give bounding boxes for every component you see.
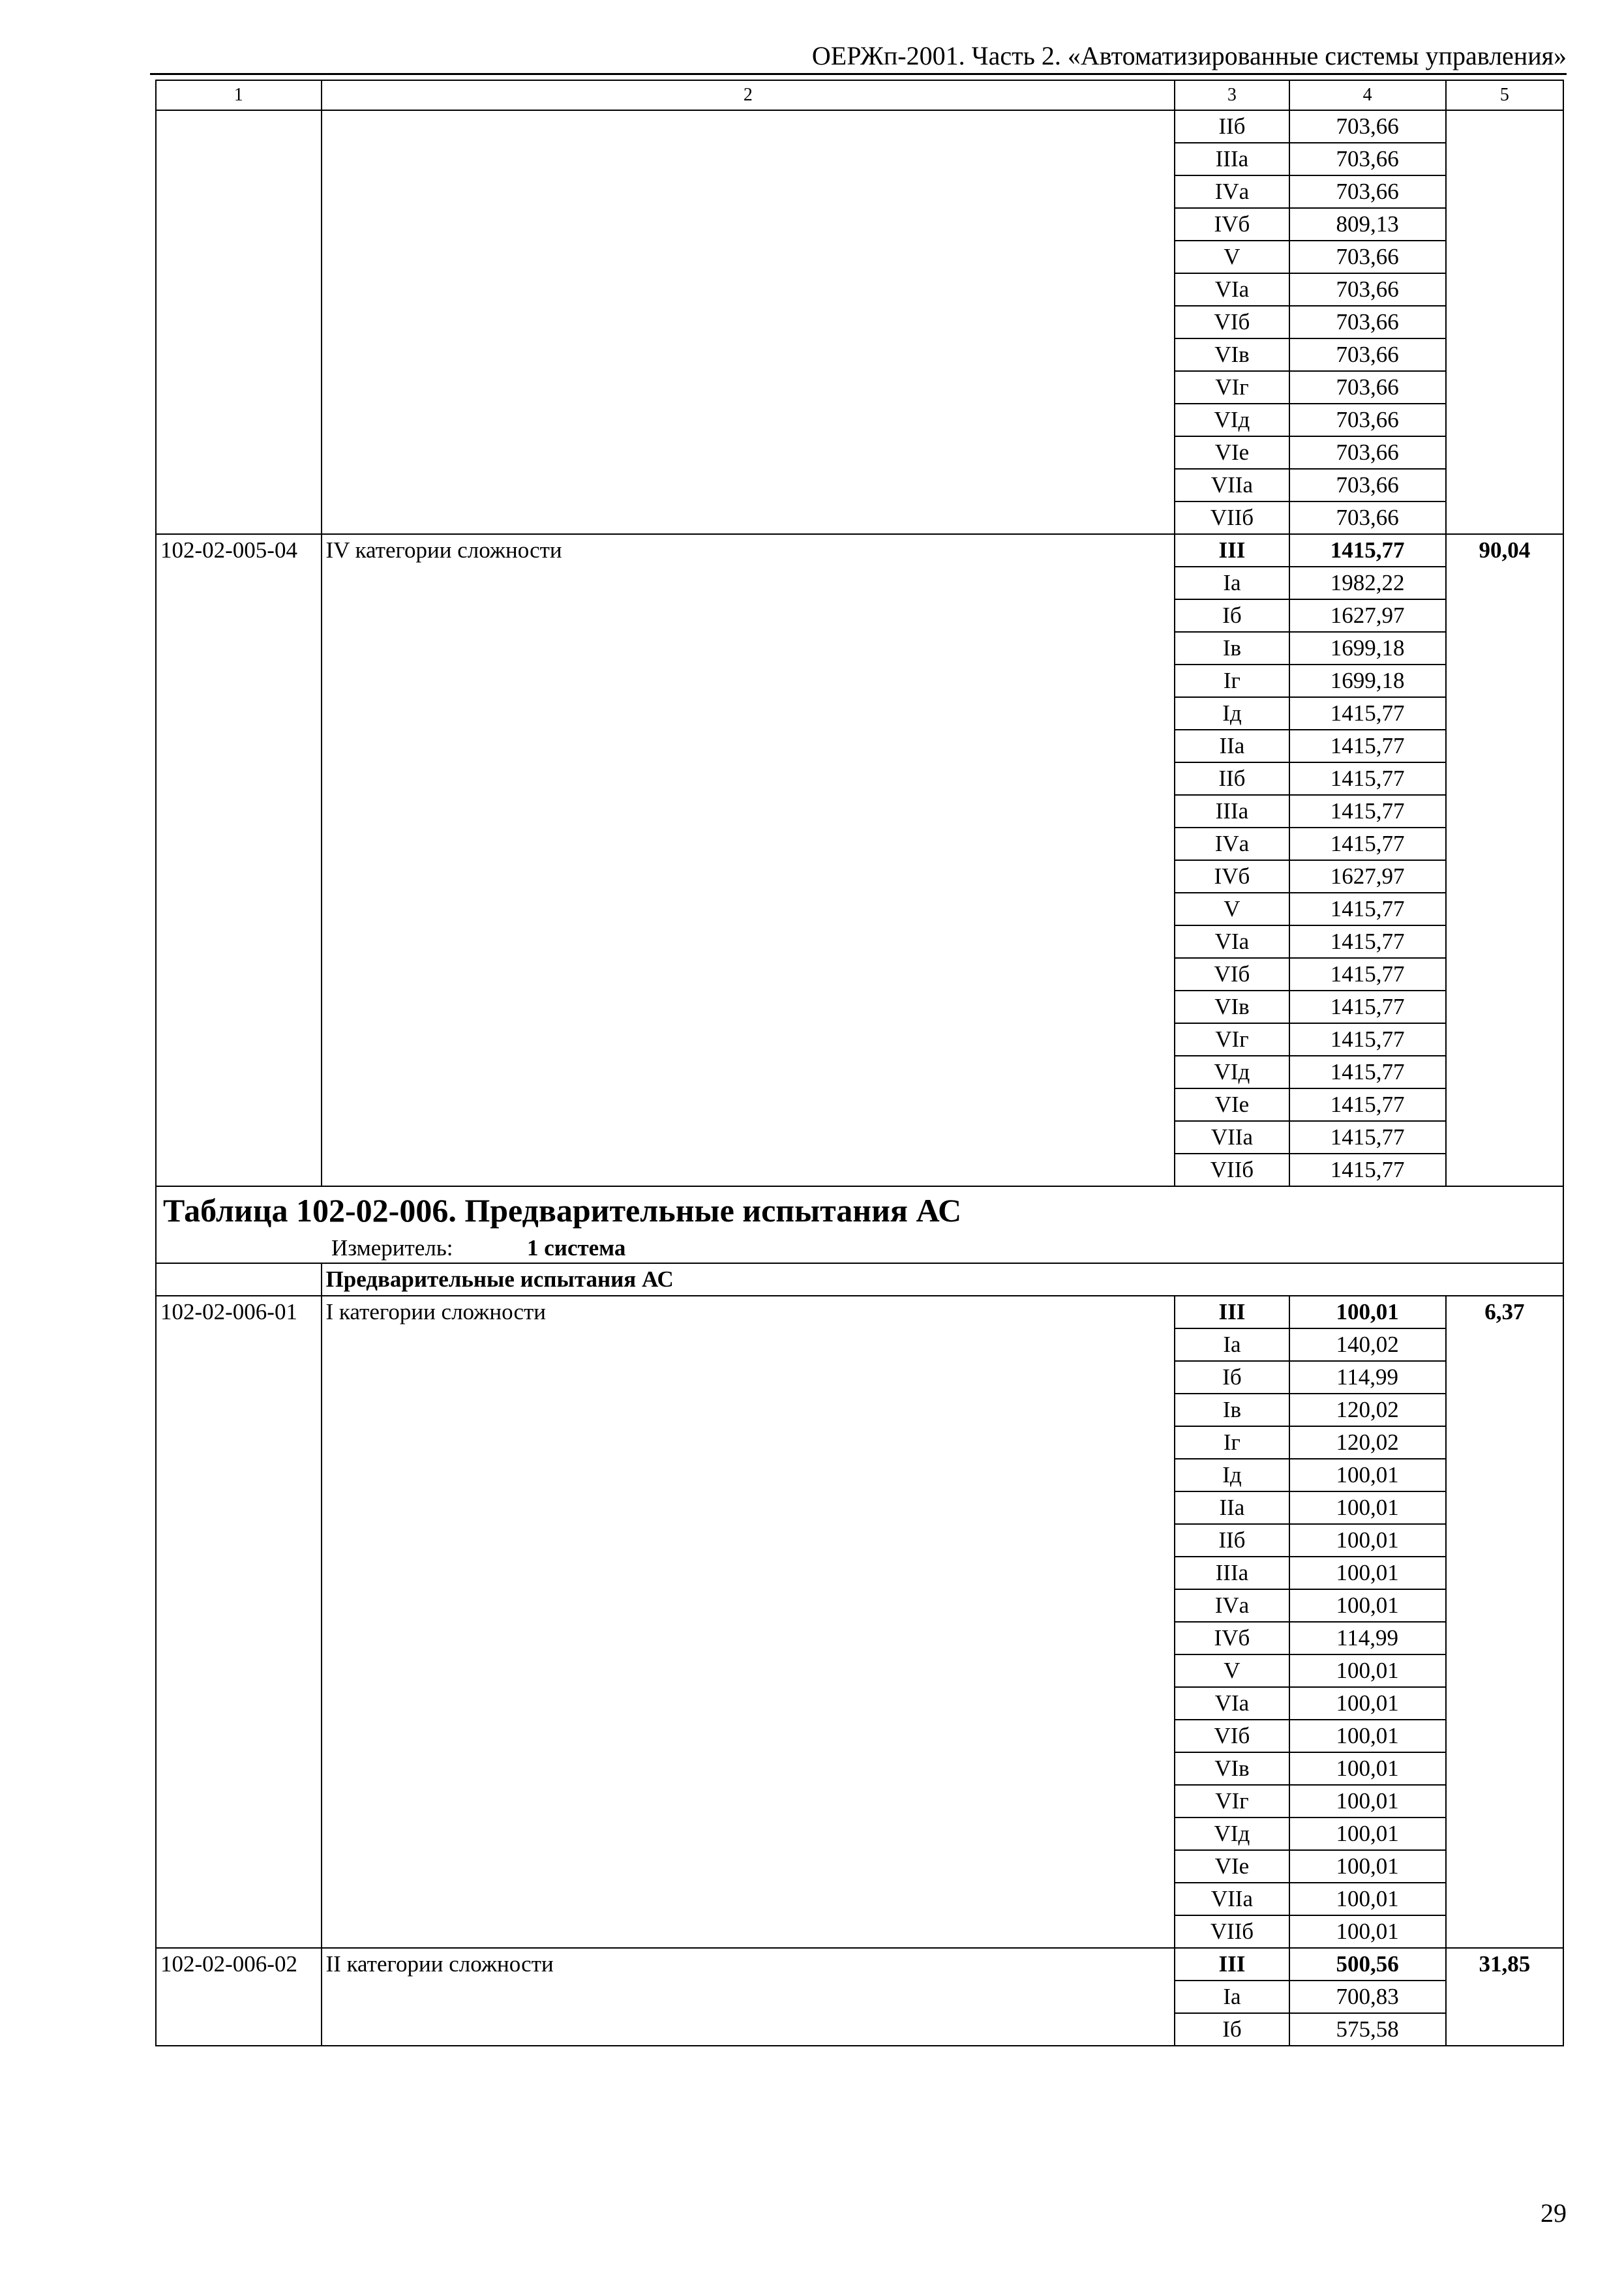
price-cell: 703,66 — [1289, 469, 1446, 501]
zone-cell: IIб — [1175, 110, 1289, 143]
zone-cell: V — [1175, 241, 1289, 273]
price-cell: 140,02 — [1289, 1328, 1446, 1361]
zone-cell: Iа — [1175, 1981, 1289, 2013]
price-cell: 703,66 — [1289, 436, 1446, 469]
table-row — [156, 1296, 1563, 1328]
zone-cell: VIIб — [1175, 501, 1289, 534]
price-cell: 575,58 — [1289, 2013, 1446, 2046]
zone-cell: III — [1175, 1948, 1289, 1981]
price-cell: 100,01 — [1289, 1589, 1446, 1622]
zone-cell: Iг — [1175, 1426, 1289, 1459]
price-table — [155, 80, 1564, 2046]
page-number: 29 — [1541, 2198, 1567, 2228]
price-cell: 100,01 — [1289, 1491, 1446, 1524]
price-cell: 703,66 — [1289, 404, 1446, 436]
zone-cell: V — [1175, 1654, 1289, 1687]
price-cell: 1415,77 — [1289, 795, 1446, 828]
zone-cell: VIIб — [1175, 1915, 1289, 1948]
zone-cell: Iа — [1175, 1328, 1289, 1361]
zone-cell: IVа — [1175, 828, 1289, 860]
price-cell: 100,01 — [1289, 1785, 1446, 1818]
price-cell: 1699,18 — [1289, 632, 1446, 665]
subheader-row — [156, 1263, 1563, 1296]
price-cell: 100,01 — [1289, 1818, 1446, 1850]
zone-cell: Iд — [1175, 1459, 1289, 1491]
zone-cell: IVб — [1175, 860, 1289, 893]
price-cell: 700,83 — [1289, 1981, 1446, 2013]
zone-cell: IIб — [1175, 762, 1289, 795]
price-cell: 100,01 — [1289, 1752, 1446, 1785]
zone-cell: VIа — [1175, 925, 1289, 958]
price-cell: 120,02 — [1289, 1394, 1446, 1426]
zone-cell: Iб — [1175, 599, 1289, 632]
zone-cell: IVб — [1175, 1622, 1289, 1654]
zone-cell: IVб — [1175, 208, 1289, 241]
price-cell: 1415,77 — [1289, 893, 1446, 925]
price-cell: 1415,77 — [1289, 1154, 1446, 1186]
zone-cell: VIе — [1175, 1088, 1289, 1121]
rates-table — [155, 80, 1564, 2046]
name-cell: I категории сложности — [322, 1296, 1175, 1948]
price-cell: 809,13 — [1289, 208, 1446, 241]
labor-cell: 90,04 — [1446, 534, 1563, 1186]
price-cell: 114,99 — [1289, 1361, 1446, 1394]
zone-cell: Iб — [1175, 1361, 1289, 1394]
price-cell: 100,01 — [1289, 1720, 1446, 1752]
price-cell: 120,02 — [1289, 1426, 1446, 1459]
zone-cell: V — [1175, 893, 1289, 925]
table-row — [156, 534, 1563, 567]
zone-cell: VIв — [1175, 1752, 1289, 1785]
price-cell: 100,01 — [1289, 1524, 1446, 1557]
section-title: Таблица 102-02-006. Предварительные испытания АС — [163, 1192, 962, 1229]
zone-cell: IIа — [1175, 730, 1289, 762]
price-cell: 1627,97 — [1289, 599, 1446, 632]
zone-cell: Iв — [1175, 1394, 1289, 1426]
zone-cell: Iа — [1175, 567, 1289, 599]
zone-cell: VIIа — [1175, 1121, 1289, 1154]
subheader-empty-cell — [156, 1263, 322, 1296]
zone-cell: IVа — [1175, 175, 1289, 208]
column-number-5: 5 — [1446, 80, 1563, 110]
price-cell: 703,66 — [1289, 110, 1446, 143]
zone-cell: VIв — [1175, 338, 1289, 371]
section-title-row — [156, 1186, 1563, 1234]
price-cell: 100,01 — [1289, 1915, 1446, 1948]
zone-cell: VIе — [1175, 436, 1289, 469]
subheader-label: Предварительные испытания АС — [322, 1263, 1563, 1296]
column-number-3: 3 — [1175, 80, 1289, 110]
price-cell: 1415,77 — [1289, 991, 1446, 1023]
name-cell — [322, 110, 1175, 534]
zone-cell: VIе — [1175, 1850, 1289, 1883]
price-cell: 114,99 — [1289, 1622, 1446, 1654]
zone-cell: VIд — [1175, 1818, 1289, 1850]
price-cell: 500,56 — [1289, 1948, 1446, 1981]
zone-cell: Iд — [1175, 697, 1289, 730]
price-cell: 1415,77 — [1289, 828, 1446, 860]
price-cell: 100,01 — [1289, 1557, 1446, 1589]
price-cell: 703,66 — [1289, 143, 1446, 175]
price-cell: 1415,77 — [1289, 1088, 1446, 1121]
price-cell: 1982,22 — [1289, 567, 1446, 599]
price-cell: 100,01 — [1289, 1687, 1446, 1720]
labor-cell: 6,37 — [1446, 1296, 1563, 1948]
code-cell — [156, 110, 322, 534]
zone-cell: VIб — [1175, 306, 1289, 338]
table-row — [156, 110, 1563, 143]
zone-cell: VIа — [1175, 273, 1289, 306]
zone-cell: Iб — [1175, 2013, 1289, 2046]
zone-cell: VIд — [1175, 1056, 1289, 1088]
zone-cell: IIIа — [1175, 1557, 1289, 1589]
zone-cell: VIд — [1175, 404, 1289, 436]
code-cell: 102-02-006-02 — [156, 1948, 322, 2046]
price-cell: 100,01 — [1289, 1459, 1446, 1491]
price-cell: 1415,77 — [1289, 958, 1446, 991]
price-cell: 703,66 — [1289, 501, 1446, 534]
price-cell: 703,66 — [1289, 338, 1446, 371]
column-number-2: 2 — [322, 80, 1175, 110]
price-cell: 100,01 — [1289, 1883, 1446, 1915]
column-number-4: 4 — [1289, 80, 1446, 110]
price-cell: 100,01 — [1289, 1654, 1446, 1687]
price-cell: 703,66 — [1289, 306, 1446, 338]
price-cell: 703,66 — [1289, 175, 1446, 208]
price-cell: 1415,77 — [1289, 1121, 1446, 1154]
meter-value: 1 система — [527, 1235, 626, 1261]
price-cell: 1415,77 — [1289, 730, 1446, 762]
price-cell: 1627,97 — [1289, 860, 1446, 893]
column-number-1: 1 — [156, 80, 322, 110]
price-cell: 703,66 — [1289, 241, 1446, 273]
meter-label: Измеритель: — [331, 1235, 453, 1261]
price-cell: 1415,77 — [1289, 925, 1446, 958]
price-cell: 703,66 — [1289, 273, 1446, 306]
price-cell: 1415,77 — [1289, 1056, 1446, 1088]
zone-cell: Iв — [1175, 632, 1289, 665]
price-cell: 1415,77 — [1289, 762, 1446, 795]
zone-cell: VIб — [1175, 958, 1289, 991]
price-cell: 100,01 — [1289, 1850, 1446, 1883]
zone-cell: VIа — [1175, 1687, 1289, 1720]
meter-row — [156, 1234, 1563, 1263]
labor-cell — [1446, 110, 1563, 534]
zone-cell: IVа — [1175, 1589, 1289, 1622]
zone-cell: Iг — [1175, 665, 1289, 697]
zone-cell: IIб — [1175, 1524, 1289, 1557]
price-cell: 703,66 — [1289, 371, 1446, 404]
page-header: ОЕРЖп-2001. Часть 2. «Автоматизированные системы управления» — [811, 41, 1567, 70]
code-cell: 102-02-006-01 — [156, 1296, 322, 1948]
zone-cell: VIг — [1175, 371, 1289, 404]
zone-cell: III — [1175, 1296, 1289, 1328]
zone-cell: VIIб — [1175, 1154, 1289, 1186]
zone-cell: VIг — [1175, 1023, 1289, 1056]
header-rule — [150, 73, 1567, 75]
meter-cell — [156, 1234, 1563, 1263]
price-cell: 1415,77 — [1289, 1023, 1446, 1056]
zone-cell: IIIа — [1175, 795, 1289, 828]
zone-cell: IIа — [1175, 1491, 1289, 1524]
zone-cell: III — [1175, 534, 1289, 567]
column-number-row — [156, 80, 1563, 110]
zone-cell: VIIа — [1175, 1883, 1289, 1915]
zone-cell: VIг — [1175, 1785, 1289, 1818]
zone-cell: VIIа — [1175, 469, 1289, 501]
price-cell: 1415,77 — [1289, 697, 1446, 730]
price-cell: 1415,77 — [1289, 534, 1446, 567]
price-cell: 100,01 — [1289, 1296, 1446, 1328]
table-row — [156, 1948, 1563, 1981]
name-cell: II категории сложности — [322, 1948, 1175, 2046]
name-cell: IV категории сложности — [322, 534, 1175, 1186]
zone-cell: VIб — [1175, 1720, 1289, 1752]
zone-cell: IIIа — [1175, 143, 1289, 175]
section-title-cell — [156, 1186, 1563, 1234]
labor-cell: 31,85 — [1446, 1948, 1563, 2046]
code-cell: 102-02-005-04 — [156, 534, 322, 1186]
price-cell: 1699,18 — [1289, 665, 1446, 697]
zone-cell: VIв — [1175, 991, 1289, 1023]
